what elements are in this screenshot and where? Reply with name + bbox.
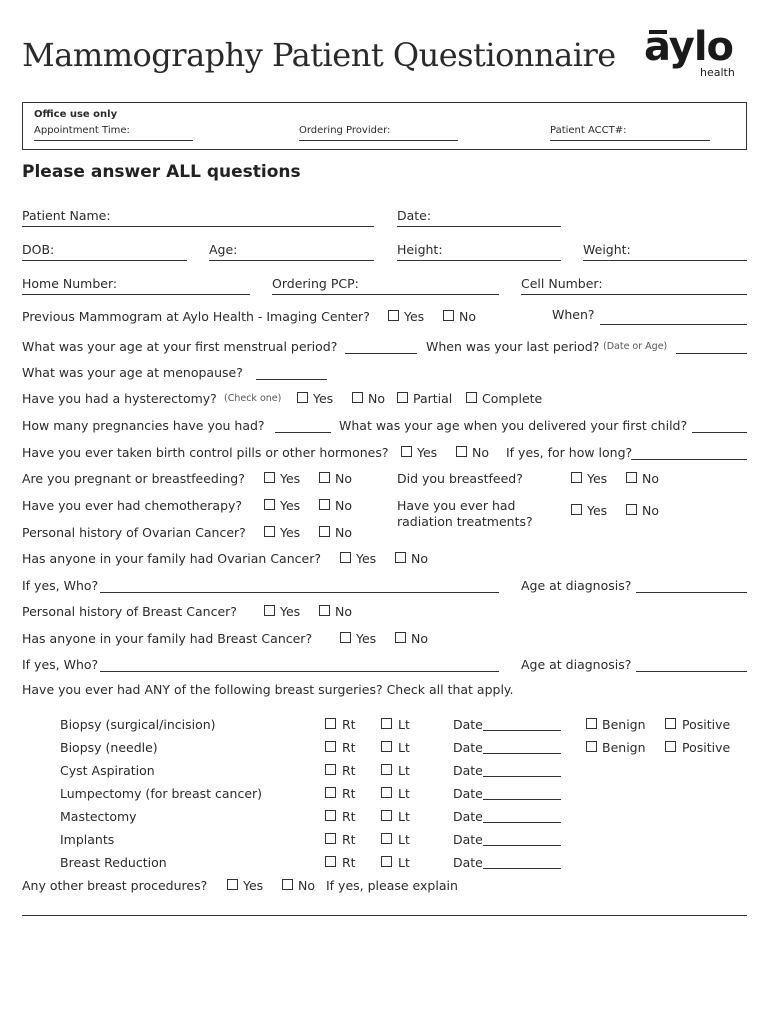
- surgery-benign-label: Benign: [602, 740, 646, 755]
- hysterectomy-no-label: No: [368, 391, 385, 406]
- surgery-rt-checkbox[interactable]: [325, 810, 336, 821]
- surgery-lt-checkbox[interactable]: [381, 741, 392, 752]
- pregnancies-question: How many pregnancies have you had?: [22, 418, 265, 433]
- radiation-question-line2: radiation treatments?: [397, 514, 533, 529]
- chemo-question: Have you ever had chemotherapy?: [22, 498, 243, 513]
- pregnant-yes-checkbox[interactable]: [264, 472, 275, 483]
- hysterectomy-no-checkbox[interactable]: [352, 392, 363, 403]
- first-period-question: What was your age at your first menstrual period?: [22, 339, 338, 354]
- ovarian-family-no-label: No: [411, 551, 428, 566]
- ovarian-personal-no-label: No: [335, 525, 352, 540]
- breast-personal-no-checkbox[interactable]: [319, 605, 330, 616]
- surgery-lt-label: Lt: [398, 855, 410, 870]
- first-child-field[interactable]: [692, 432, 747, 433]
- height-label: Height:: [397, 242, 443, 257]
- chemo-no-label: No: [335, 498, 352, 513]
- prev-mammogram-no-label: No: [459, 309, 476, 324]
- prev-mammogram-no-checkbox[interactable]: [443, 310, 454, 321]
- pregnant-yes-label: Yes: [280, 471, 301, 486]
- breast-family-question: Has anyone in your family had Breast Cancer?: [22, 631, 313, 646]
- surgery-rt-checkbox[interactable]: [325, 833, 336, 844]
- ordering-provider-label: Ordering Provider:: [299, 125, 391, 136]
- breast-who-field[interactable]: [100, 671, 499, 672]
- surgery-date-label: Date: [453, 763, 483, 778]
- hysterectomy-partial-checkbox[interactable]: [397, 392, 408, 403]
- radiation-question-line1: Have you ever had: [397, 498, 516, 513]
- breastfeed-yes-label: Yes: [587, 471, 608, 486]
- prev-mammogram-yes-label: Yes: [404, 309, 425, 324]
- birth-control-no-label: No: [472, 445, 489, 460]
- surgery-rt-checkbox[interactable]: [325, 764, 336, 775]
- chemo-yes-checkbox[interactable]: [264, 499, 275, 510]
- patient-name-field[interactable]: [22, 226, 374, 227]
- ovarian-family-question: Has anyone in your family had Ovarian Cancer?: [22, 551, 321, 566]
- breastfeed-question: Did you breastfeed?: [397, 471, 523, 486]
- please-explain-label: If yes, please explain: [326, 878, 458, 893]
- patient-name-label: Patient Name:: [22, 208, 111, 223]
- ovarian-personal-yes-label: Yes: [280, 525, 301, 540]
- ovarian-age-diagnosis-label: Age at diagnosis?: [521, 578, 632, 593]
- surgery-lt-checkbox[interactable]: [381, 810, 392, 821]
- ovarian-family-no-checkbox[interactable]: [395, 552, 406, 563]
- pregnant-no-checkbox[interactable]: [319, 472, 330, 483]
- surgery-lt-label: Lt: [398, 832, 410, 847]
- menopause-field[interactable]: [256, 379, 327, 380]
- surgery-date-label: Date: [453, 786, 483, 801]
- pregnant-question: Are you pregnant or breastfeeding?: [22, 471, 245, 486]
- other-procedures-no-label: No: [298, 878, 315, 893]
- logo-subtitle: health: [700, 66, 735, 79]
- cell-number-label: Cell Number:: [521, 276, 603, 291]
- breast-personal-yes-checkbox[interactable]: [264, 605, 275, 616]
- hysterectomy-complete-checkbox[interactable]: [466, 392, 477, 403]
- ovarian-age-diagnosis-field[interactable]: [636, 592, 747, 593]
- age-field[interactable]: [209, 260, 374, 261]
- ordering-provider-field[interactable]: [299, 140, 458, 141]
- ovarian-personal-question: Personal history of Ovarian Cancer?: [22, 525, 246, 540]
- surgery-date-field[interactable]: [483, 776, 561, 777]
- surgery-lt-label: Lt: [398, 809, 410, 824]
- appointment-time-field[interactable]: [34, 140, 193, 141]
- patient-acct-field[interactable]: [550, 140, 710, 141]
- chemo-yes-label: Yes: [280, 498, 301, 513]
- logo-wordmark: aylo: [644, 24, 734, 70]
- ovarian-personal-yes-checkbox[interactable]: [264, 526, 275, 537]
- surgery-date-field[interactable]: [483, 730, 561, 731]
- weight-label: Weight:: [583, 242, 631, 257]
- appointment-time-label: Appointment Time:: [34, 125, 130, 136]
- patient-acct-label: Patient ACCT#:: [550, 125, 627, 136]
- chemo-no-checkbox[interactable]: [319, 499, 330, 510]
- dob-label: DOB:: [22, 242, 55, 257]
- breast-family-yes-checkbox[interactable]: [340, 632, 351, 643]
- menopause-question: What was your age at menopause?: [22, 365, 243, 380]
- hysterectomy-question: Have you had a hysterectomy?: [22, 391, 217, 406]
- surgery-rt-label: Rt: [342, 763, 356, 778]
- surgery-rt-checkbox[interactable]: [325, 787, 336, 798]
- surgery-lt-checkbox[interactable]: [381, 856, 392, 867]
- other-procedures-yes-label: Yes: [243, 878, 264, 893]
- surgery-positive-checkbox[interactable]: [665, 741, 676, 752]
- ordering-pcp-label: Ordering PCP:: [272, 276, 359, 291]
- surgery-rt-label: Rt: [342, 809, 356, 824]
- surgery-positive-label: Positive: [682, 740, 731, 755]
- hysterectomy-yes-checkbox[interactable]: [297, 392, 308, 403]
- ovarian-who-field[interactable]: [100, 592, 499, 593]
- hysterectomy-complete-label: Complete: [482, 391, 543, 406]
- surgery-name: Cyst Aspiration: [60, 763, 155, 778]
- surgery-rt-checkbox[interactable]: [325, 741, 336, 752]
- surgery-date-label: Date: [453, 832, 483, 847]
- ovarian-who-label: If yes, Who?: [22, 578, 99, 593]
- surgery-lt-label: Lt: [398, 786, 410, 801]
- office-use-heading: Office use only: [34, 109, 118, 120]
- first-period-field[interactable]: [345, 353, 417, 354]
- birth-control-no-checkbox[interactable]: [456, 446, 467, 457]
- surgery-lt-label: Lt: [398, 717, 410, 732]
- surgery-lt-checkbox[interactable]: [381, 833, 392, 844]
- breast-personal-no-label: No: [335, 604, 352, 619]
- check-one-hint: (Check one): [224, 393, 282, 404]
- when-field[interactable]: [600, 324, 747, 325]
- explain-field[interactable]: [22, 915, 747, 916]
- surgery-date-field[interactable]: [483, 868, 561, 869]
- age-label: Age:: [209, 242, 238, 257]
- surgery-benign-label: Benign: [602, 717, 646, 732]
- breastfeed-no-label: No: [642, 471, 659, 486]
- surgery-date-label: Date: [453, 740, 483, 755]
- date-or-age-hint: (Date or Age): [603, 341, 668, 352]
- section-heading: Please answer ALL questions: [22, 162, 301, 182]
- date-label: Date:: [397, 208, 432, 223]
- surgery-positive-checkbox[interactable]: [665, 718, 676, 729]
- surgery-rt-label: Rt: [342, 786, 356, 801]
- breast-age-diagnosis-field[interactable]: [636, 671, 747, 672]
- surgery-date-label: Date: [453, 855, 483, 870]
- breast-personal-question: Personal history of Breast Cancer?: [22, 604, 237, 619]
- prev-mammogram-yes-checkbox[interactable]: [388, 310, 399, 321]
- surgery-rt-label: Rt: [342, 832, 356, 847]
- how-long-label: If yes, for how long?: [506, 445, 633, 460]
- surgery-lt-checkbox[interactable]: [381, 787, 392, 798]
- ovarian-personal-no-checkbox[interactable]: [319, 526, 330, 537]
- surgery-lt-label: Lt: [398, 763, 410, 778]
- surgery-benign-checkbox[interactable]: [586, 741, 597, 752]
- prev-mammogram-question: Previous Mammogram at Aylo Health - Imaging Center?: [22, 309, 370, 324]
- breast-personal-yes-label: Yes: [280, 604, 301, 619]
- home-number-field[interactable]: [22, 294, 250, 295]
- surgery-lt-checkbox[interactable]: [381, 764, 392, 775]
- surgery-rt-label: Rt: [342, 855, 356, 870]
- weight-field[interactable]: [583, 260, 747, 261]
- how-long-field[interactable]: [631, 459, 747, 460]
- last-period-question: When was your last period?: [426, 339, 600, 354]
- surgery-name: Lumpectomy (for breast cancer): [60, 786, 263, 801]
- surgery-positive-label: Positive: [682, 717, 731, 732]
- surgery-name: Breast Reduction: [60, 855, 167, 870]
- ovarian-family-yes-checkbox[interactable]: [340, 552, 351, 563]
- cell-number-field[interactable]: [521, 294, 747, 295]
- breastfeed-no-checkbox[interactable]: [626, 472, 637, 483]
- ordering-pcp-field[interactable]: [272, 294, 499, 295]
- surgery-date-field[interactable]: [483, 845, 561, 846]
- surgery-date-label: Date: [453, 717, 483, 732]
- other-procedures-yes-checkbox[interactable]: [227, 879, 238, 890]
- surgery-rt-label: Rt: [342, 740, 356, 755]
- aylo-health-logo: [644, 24, 754, 84]
- ovarian-family-yes-label: Yes: [356, 551, 377, 566]
- surgery-lt-label: Lt: [398, 740, 410, 755]
- hysterectomy-partial-label: Partial: [413, 391, 453, 406]
- pregnancies-field[interactable]: [275, 432, 331, 433]
- breast-age-diagnosis-label: Age at diagnosis?: [521, 657, 632, 672]
- radiation-yes-checkbox[interactable]: [571, 504, 582, 515]
- surgery-benign-checkbox[interactable]: [586, 718, 597, 729]
- breast-family-no-label: No: [411, 631, 428, 646]
- birth-control-yes-checkbox[interactable]: [401, 446, 412, 457]
- surgery-rt-checkbox[interactable]: [325, 856, 336, 867]
- surgery-name: Biopsy (needle): [60, 740, 158, 755]
- other-procedures-question: Any other breast procedures?: [22, 878, 208, 893]
- birth-control-yes-label: Yes: [417, 445, 438, 460]
- birth-control-question: Have you ever taken birth control pills or other hormones?: [22, 445, 389, 460]
- other-procedures-no-checkbox[interactable]: [282, 879, 293, 890]
- surgeries-question: Have you ever had ANY of the following breast surgeries? Check all that apply.: [22, 682, 514, 697]
- surgery-date-field[interactable]: [483, 822, 561, 823]
- surgery-name: Mastectomy: [60, 809, 137, 824]
- surgery-name: Implants: [60, 832, 115, 847]
- last-period-field[interactable]: [676, 353, 747, 354]
- radiation-yes-label: Yes: [587, 503, 608, 518]
- radiation-no-label: No: [642, 503, 659, 518]
- dob-field[interactable]: [22, 260, 187, 261]
- when-label: When?: [552, 307, 595, 322]
- pregnant-no-label: No: [335, 471, 352, 486]
- hysterectomy-yes-label: Yes: [313, 391, 334, 406]
- breast-family-yes-label: Yes: [356, 631, 377, 646]
- surgery-lt-checkbox[interactable]: [381, 718, 392, 729]
- first-child-question: What was your age when you delivered your first child?: [339, 418, 688, 433]
- surgery-name: Biopsy (surgical/incision): [60, 717, 216, 732]
- breast-who-label: If yes, Who?: [22, 657, 99, 672]
- breastfeed-yes-checkbox[interactable]: [571, 472, 582, 483]
- date-field[interactable]: [397, 226, 561, 227]
- surgery-date-field[interactable]: [483, 799, 561, 800]
- surgery-rt-checkbox[interactable]: [325, 718, 336, 729]
- surgery-date-label: Date: [453, 809, 483, 824]
- height-field[interactable]: [397, 260, 561, 261]
- home-number-label: Home Number:: [22, 276, 118, 291]
- page-title: Mammography Patient Questionnaire: [22, 36, 616, 74]
- radiation-no-checkbox[interactable]: [626, 504, 637, 515]
- breast-family-no-checkbox[interactable]: [395, 632, 406, 643]
- surgery-date-field[interactable]: [483, 753, 561, 754]
- surgery-rt-label: Rt: [342, 717, 356, 732]
